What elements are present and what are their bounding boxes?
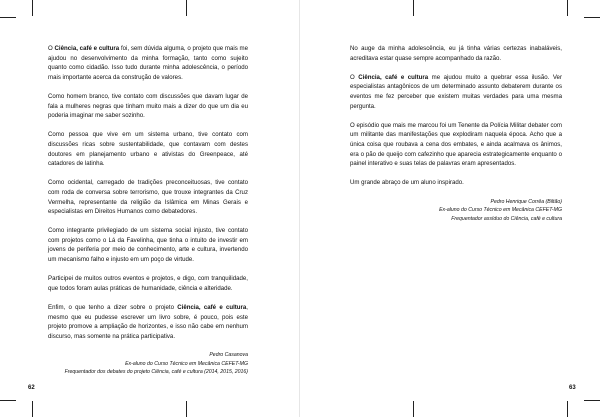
signature-line: Frequentador dos debates do projeto Ciência, café e cultura (2014, 2015, 2016) [64, 369, 248, 376]
crop-mark [584, 400, 600, 401]
page-number: 63 [569, 385, 576, 391]
crop-mark [413, 0, 414, 16]
crop-mark [32, 0, 33, 16]
paragraph: O Ciência, café e cultura me ajudou muito a quebrar essa ilusão. Ver especialistas antagônicos de um determinado assunto debaterem durante os eventos me fez perceber que existem muitas verdades para uma mesma pergunta. [350, 73, 562, 110]
paragraph: Um grande abraço de um aluno inspirado. [350, 179, 464, 187]
crop-mark [567, 0, 568, 16]
signature-block [48, 351, 248, 377]
right-text-column [350, 44, 562, 223]
crop-mark [584, 17, 600, 18]
paragraph: O Ciência, café e cultura foi, sem dúvida alguma, o projeto que mais me ajudou no desenvolvimento da minha formação, tanto como sujeito quanto como cidadão. Isso tudo durante minha adolescência, o período mais importante acerca da construção de valores. [48, 45, 248, 81]
crop-mark [0, 400, 16, 401]
paragraph: No auge da minha adolescência, eu já tinha várias certezas inabaláveis, acreditava estar quase sempre acompanhado da razão. [350, 45, 562, 62]
crop-mark [186, 0, 187, 16]
crop-mark [567, 401, 568, 417]
paragraph: Enfim, o que tenho a dizer sobre o projeto Ciência, café e cultura, mesmo que eu pudesse escrever um livro sobre, é pouco, pois este projeto promove a ampliação de horizontes, e isso não cabe em nenhum discurso, mas somente na prática participativa. [48, 304, 248, 340]
signature-name: Pedro Casanova [209, 352, 248, 358]
crop-mark [0, 17, 16, 18]
paragraph: O episódio que mais me marcou foi um Tenente da Polícia Militar debater com um militante das manifestações que explodiram naquela época. Acho que a única coisa que roubava a cena dos embates, e ainda acalmava os ânimos, era o pão de queijo com cafezinho que aparecia estrategicamente enquanto o painel interativo e suas telas de palavras eram apresentados. [350, 121, 562, 168]
signature-name: Pedro Henrique Corrêa (Biltão) [490, 198, 562, 205]
page-number: 62 [28, 385, 35, 391]
signature-line: Ex-aluno do Curso Técnico em Mecânica CEFET-MG [439, 207, 562, 214]
right-page [300, 0, 600, 417]
paragraph: Como integrante privilegiado de um sistema social injusto, tive contato com projetos como o Lá da Favelinha, que tinha o intuito de investir em jovens de periferia por meio de conhecimento, arte e cultura, invertendo um mecanismo falho e injusto em um poço de virtude. [48, 227, 248, 264]
signature-block [350, 198, 562, 224]
signature-line: Frequentador assíduo do Ciência, café e cultura [451, 215, 562, 222]
crop-mark [32, 401, 33, 417]
paragraph: Como ocidental, carregado de tradições preconceituosas, tive contato com roda de conversa sobre terrorismo, que trouxe integrantes da Cruz Vermelha, representante da religião da Islâmica em Minas Gerais e especialistas em Direitos Humanos como debatedores. [48, 179, 248, 216]
crop-mark [413, 401, 414, 417]
paragraph: Como pessoa que vive em um sistema urbano, tive contato com discussões ricas sobre sustentabilidade, que contavam com destes doutores em planejamento urbano e ativistas do Greenpeace, até catadores de latinha. [48, 131, 248, 168]
signature-line: Ex-aluno do Curso Técnico em Mecânica CEFET-MG [125, 360, 248, 367]
left-text-column [48, 44, 248, 377]
crop-mark [186, 401, 187, 417]
paragraph: Participei de muitos outros eventos e projetos, e digo, com tranquilidade, que todos foram aulas práticas de humanidade, ciência e alteridade. [48, 275, 248, 292]
paragraph: Como homem branco, tive contato com discussões que davam lugar de fala a mulheres negras que tinham muito mais a dizer do que um dia eu poderia imaginar me saber sozinho. [48, 92, 248, 120]
